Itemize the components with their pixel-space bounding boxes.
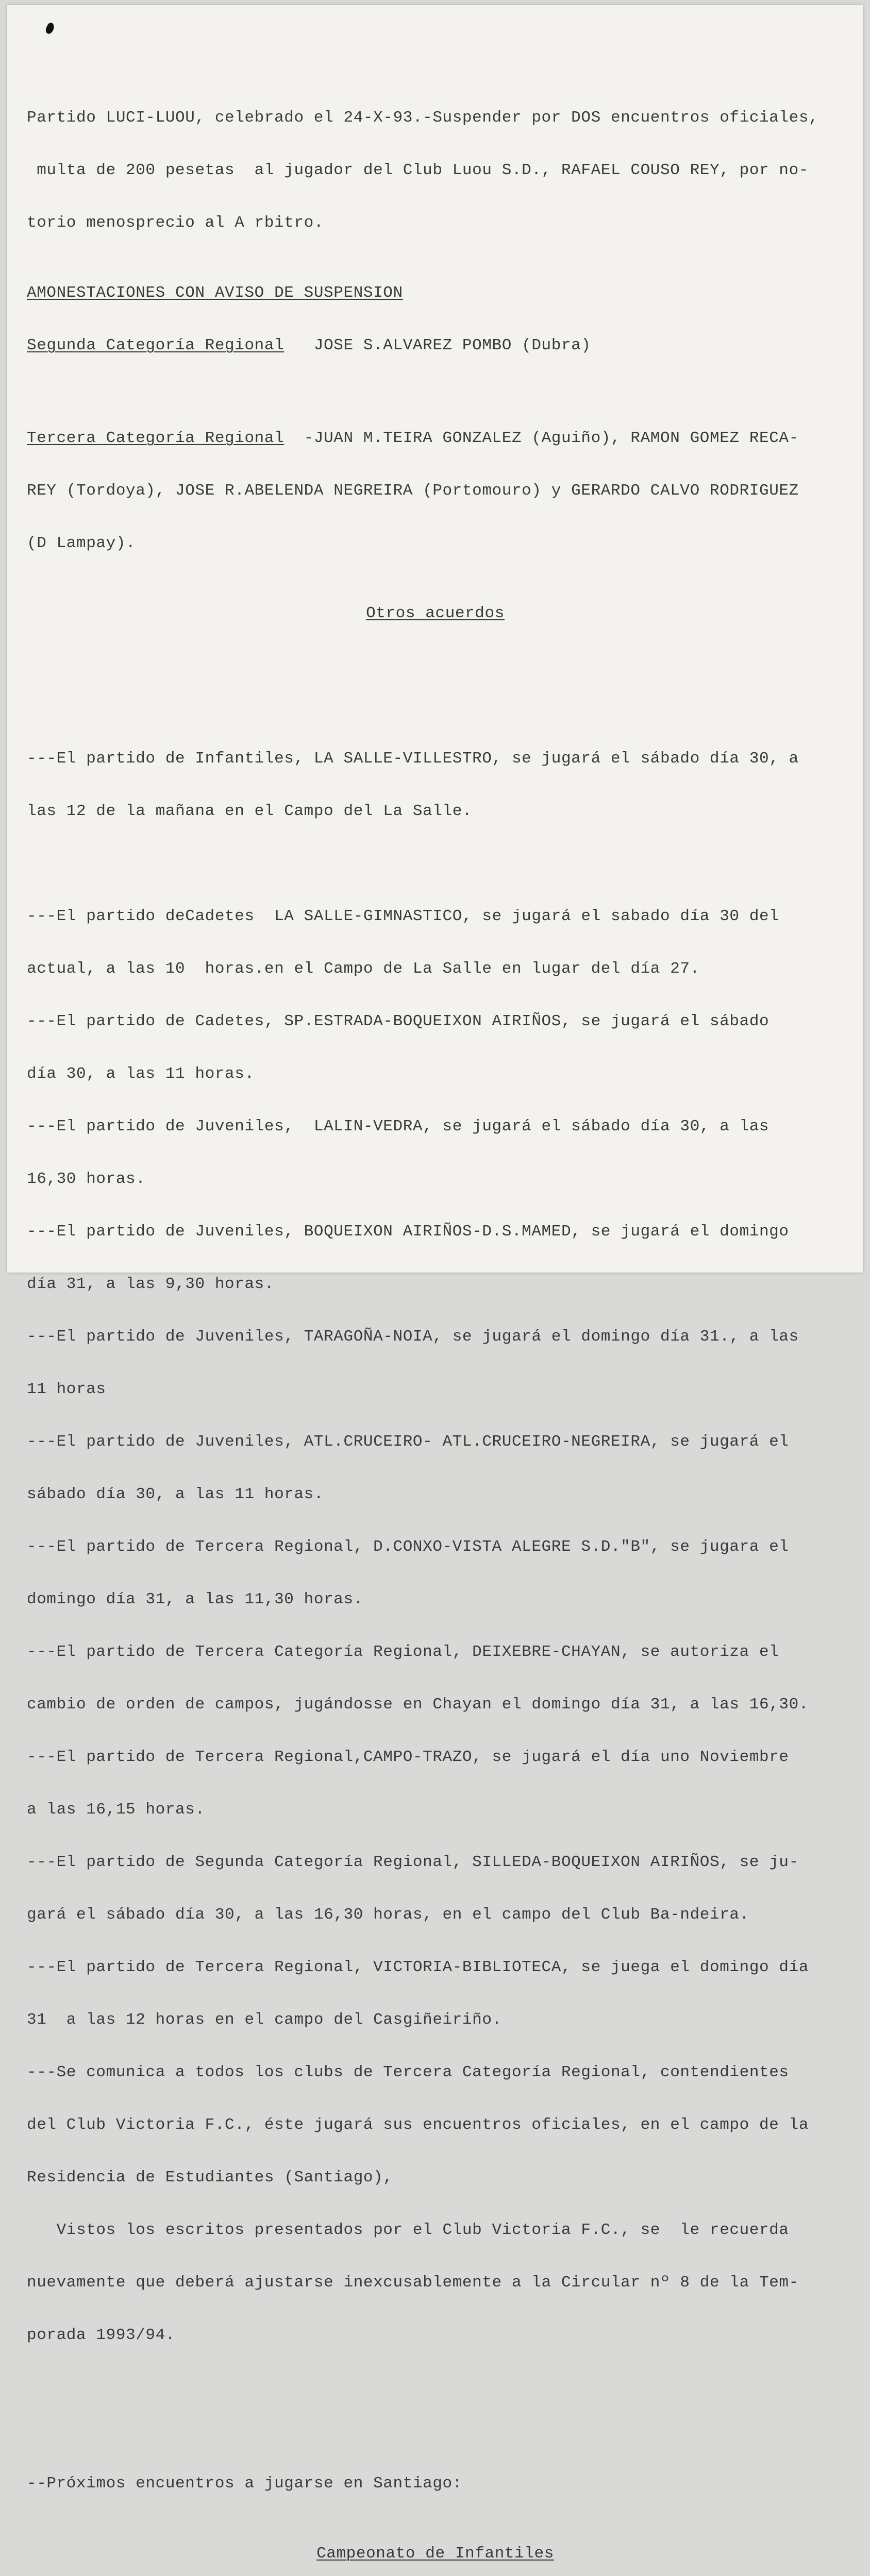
list-item: día 31, a las 9,30 horas. xyxy=(27,1275,275,1293)
list-item: a las 16,15 horas. xyxy=(27,1801,205,1819)
amonestacion-line: REY (Tordoya), JOSE R.ABELENDA NEGREIRA (Portomouro) y GERARDO CALVO RODRIGUEZ xyxy=(27,482,799,500)
ink-mark xyxy=(44,22,56,35)
section-title: AMONESTACIONES CON AVISO DE SUSPENSION xyxy=(27,284,403,302)
category-text: -JUAN M.TEIRA GONZALEZ (Aguiño), RAMON GOMEZ RECA- xyxy=(284,429,799,447)
section-title xyxy=(27,605,844,622)
category-text: JOSE S.ALVAREZ POMBO (Dubra) xyxy=(284,336,591,354)
list-item: sábado día 30, a las 11 horas. xyxy=(27,1485,324,1503)
list-item: ---El partido de Juveniles, TARAGOÑA-NOIA, se jugará el domingo día 31., a las xyxy=(27,1328,799,1346)
category-label: Tercera Categoría Regional xyxy=(27,429,285,447)
otros-list xyxy=(27,715,844,2379)
list-item: ---El partido de Tercera Regional, VICTORIA-BIBLIOTECA, se juega el domingo día xyxy=(27,1958,809,1976)
category-label: Segunda Categoría Regional xyxy=(27,336,285,354)
list-item: las 12 de la mañana en el Campo del La Salle. xyxy=(27,802,473,820)
list-item: ---El partido de Tercera Regional, D.CONXO-VISTA ALEGRE S.D."B", se jugara el xyxy=(27,1538,789,1556)
list-item: ---El partido de Tercera Categoría Regional, DEIXEBRE-CHAYAN, se autoriza el xyxy=(27,1643,779,1661)
list-item: cambio de orden de campos, jugándosse en Chayan el domingo día 31, a las 16,30. xyxy=(27,1696,809,1714)
amonestacion-segunda xyxy=(27,337,844,354)
list-item: ---Se comunica a todos los clubs de Tercera Categoría Regional, contendientes xyxy=(27,2063,789,2081)
list-item: ---El partido de Cadetes, SP.ESTRADA-BOQUEIXON AIRIÑOS, se jugará el sábado xyxy=(27,1012,769,1030)
list-item: domingo día 31, a las 11,30 horas. xyxy=(27,1590,363,1608)
list-item: 31 a las 12 horas en el campo del Casgiñeiriño. xyxy=(27,2011,502,2029)
list-item: día 30, a las 11 horas. xyxy=(27,1065,255,1083)
list-item: 16,30 horas. xyxy=(27,1170,146,1188)
otros-title: Otros acuerdos xyxy=(366,604,505,622)
list-item: gará el sábado día 30, a las 16,30 horas, en el campo del Club Ba-ndeira. xyxy=(27,1906,749,1924)
list-item: ---El partido de Juveniles, BOQUEIXON AIRIÑOS-D.S.MAMED, se jugará el domingo xyxy=(27,1223,789,1241)
list-item: 11 horas xyxy=(27,1380,106,1398)
list-item: ---El partido deCadetes LA SALLE-GIMNASTICO, se jugará el sabado día 30 del xyxy=(27,907,779,925)
list-item: ---El partido de Tercera Regional,CAMPO-TRAZO, se jugará el día uno Noviembre xyxy=(27,1748,789,1766)
list-item: ---El partido de Juveniles, ATL.CRUCEIRO- ATL.CRUCEIRO-NEGREIRA, se jugará el xyxy=(27,1433,789,1451)
list-item: Residencia de Estudiantes (Santiago), xyxy=(27,2168,393,2187)
list-item: ---El partido de Juveniles, LALIN-VEDRA, se jugará el sábado día 30, a las xyxy=(27,1117,769,1136)
document-page xyxy=(7,5,863,2563)
section-title xyxy=(27,2545,844,2563)
amonestacion-line: (D Lampay). xyxy=(27,534,136,552)
list-item: Vistos los escritos presentados por el Club Victoria F.C., se le recuerda xyxy=(27,2221,789,2239)
list-item: ---El partido de Infantiles, LA SALLE-VILLESTRO, se jugará el sábado día 30, a xyxy=(27,750,799,768)
proximos-intro: --Próximos encuentros a jugarse en Santiago: xyxy=(27,2475,462,2493)
header-line: multa de 200 pesetas al jugador del Club Luou S.D., RAFAEL COUSO REY, por no- xyxy=(27,161,809,179)
list-item: nuevamente que deberá ajustarse inexcusablemente a la Circular nº 8 de la Tem- xyxy=(27,2274,799,2292)
list-item xyxy=(27,855,844,873)
amonestacion-tercera xyxy=(27,430,844,447)
list-item: porada 1993/94. xyxy=(27,2326,176,2344)
document-body xyxy=(27,57,844,2576)
list-item: actual, a las 10 horas.en el Campo de La Salle en lugar del día 27. xyxy=(27,960,700,978)
header-line: Partido LUCI-LUOU, celebrado el 24-X-93.-Suspender por DOS encuentros oficiales, xyxy=(27,109,819,127)
header-line: torio menosprecio al A rbitro. xyxy=(27,214,324,232)
list-item: del Club Victoria F.C., éste jugará sus encuentros oficiales, en el campo de la xyxy=(27,2116,809,2134)
list-item: ---El partido de Segunda Categoría Regional, SILLEDA-BOQUEIXON AIRIÑOS, se ju- xyxy=(27,1853,799,1871)
infantiles-title: Campeonato de Infantiles xyxy=(316,2545,554,2563)
